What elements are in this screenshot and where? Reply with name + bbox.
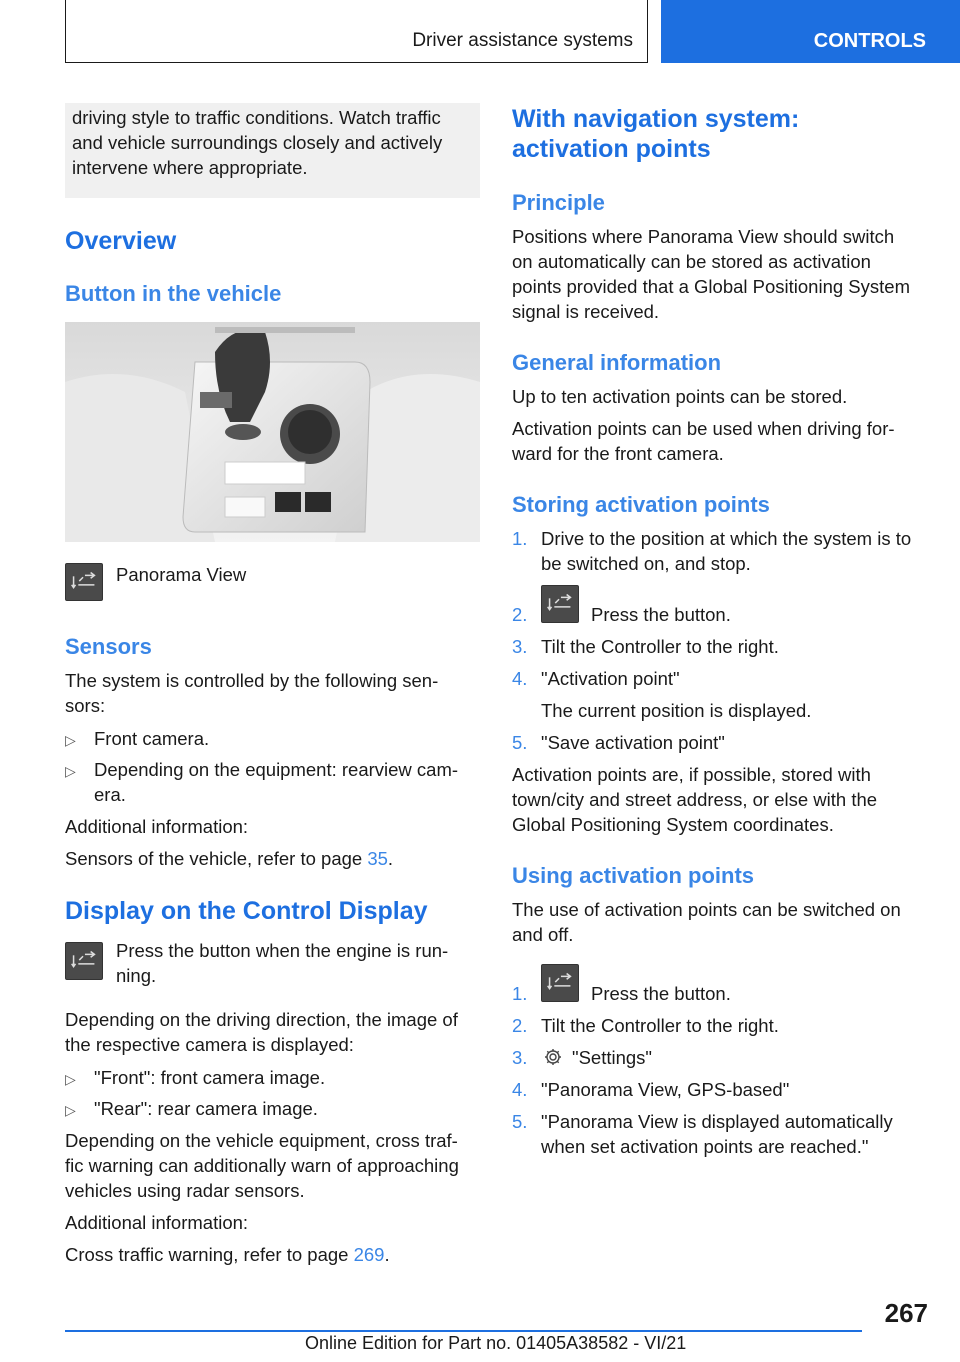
stored-line: town/city and street address, or else with the [512,789,878,810]
panorama-view-button-icon [541,585,579,623]
step-text-continued: when set activation points are reached." [541,1136,869,1157]
display-text-line-2: ning. [116,965,157,986]
cross-traffic-line-2: fic warning can additionally warn of approaching [65,1155,459,1176]
step-number: 5. [512,1111,528,1132]
stored-line: Activation points are, if possible, stored with [512,764,871,785]
general-line-3: ward for the front camera. [512,443,724,464]
step-text: Tilt the Controller to the right. [541,1015,779,1036]
sensors-intro-line-2: sors: [65,695,106,716]
using-line: and off. [512,924,574,945]
header-chapter-tab[interactable]: CONTROLS [661,0,960,63]
step-number: 4. [512,1079,528,1100]
step-result: The current position is displayed. [541,700,812,721]
vehicle-console-photo [65,322,480,542]
display-heading: Display on the Control Display [65,897,428,925]
step-text: "Panorama View is displayed automatically [541,1111,893,1132]
sensors-intro-line-1: The system is controlled by the following sen- [65,670,439,691]
page-number: 267 [884,1298,928,1328]
console-illustration [65,322,480,542]
principle-line: on automatically can be stored as activation [512,251,871,272]
step-text: "Panorama View, GPS-based" [541,1079,790,1100]
cross-traffic-reference: Cross traffic warning, refer to page 269. [65,1244,390,1265]
step-number: 1. [512,983,528,1004]
footer-edition: Online Edition for Part no. 01405A38582 - VI/21 [305,1333,687,1353]
header-section-title: Driver assistance systems [412,30,633,51]
nav-heading-line-2: activation points [512,135,711,163]
cross-traffic-line-3: vehicles using radar sensors. [65,1180,305,1201]
panorama-view-button-icon [65,563,103,601]
sensors-reference: Sensors of the vehicle, refer to page 35. [65,848,394,869]
sensor-item-continued: era. [94,784,126,805]
step-text-continued: be switched on, and stop. [541,553,751,574]
step-text: "Save activation point" [541,732,725,753]
step-number: 2. [512,604,528,625]
storing-heading: Storing activation points [512,492,770,517]
stored-line: Global Positioning System coordinates. [512,814,834,835]
step-text: Tilt the Controller to the right. [541,636,779,657]
general-line-2: Activation points can be used when driving for- [512,418,895,439]
additional-info-label: Additional information: [65,1212,249,1233]
principle-line: Positions where Panorama View should switch [512,226,895,247]
panorama-view-button-icon [541,964,579,1002]
triangle-bullet-icon: ▷ [65,1071,76,1087]
step-number: 3. [512,1047,528,1068]
step-number: 5. [512,732,528,753]
using-line: The use of activation points can be switched on [512,899,901,920]
header-section-box [65,0,648,63]
storing-steps-list [512,526,930,756]
additional-info-label: Additional information: [65,816,249,837]
step-number: 3. [512,636,528,657]
triangle-bullet-icon: ▷ [65,763,76,779]
step-text: Press the button. [591,983,731,1004]
sensor-item: Front camera. [94,728,210,749]
sensors-page-link[interactable]: 35 [367,848,388,869]
triangle-bullet-icon: ▷ [65,1102,76,1118]
principle-line: points provided that a Global Positioning System [512,276,910,297]
overview-heading: Overview [65,227,177,255]
step-text: "Settings" [572,1047,652,1068]
sensors-ref-text: Sensors of the vehicle, refer to page [65,848,368,869]
direction-line-1: Depending on the driving direction, the image of [65,1009,458,1030]
step-number: 2. [512,1015,528,1036]
camera-item: "Rear": rear camera image. [94,1098,318,1119]
sensor-item: Depending on the equipment: rearview cam- [94,759,459,780]
step-text: Press the button. [591,604,731,625]
sensors-heading: Sensors [65,634,152,659]
direction-line-2: the respective camera is displayed: [65,1034,354,1055]
cross-traffic-page-link[interactable]: 269 [353,1244,385,1265]
footer-divider [65,1330,862,1332]
general-heading: General information [512,350,722,375]
button-caption: Panorama View [116,564,247,585]
warning-note: driving style to traffic conditions. Watch traffic and vehicle surroundings closely and actively intervene where appropriate. [65,103,480,198]
step-number: 1. [512,528,528,549]
step-number: 4. [512,668,528,689]
panorama-view-button-icon [65,942,103,980]
nav-heading-line-1: With navigation system: [512,105,800,133]
step-text: "Activation point" [541,668,680,689]
cross-traffic-line-1: Depending on the vehicle equipment, cross traf- [65,1130,458,1151]
step-text: Drive to the position at which the system is to [541,528,912,549]
gear-icon [543,1047,563,1067]
display-text-line-1: Press the button when the engine is run- [116,940,449,961]
cross-ref-text: Cross traffic warning, refer to page [65,1244,354,1265]
button-heading: Button in the vehicle [65,281,282,306]
principle-line: signal is received. [512,301,660,322]
using-heading: Using activation points [512,863,755,888]
principle-heading: Principle [512,190,605,215]
triangle-bullet-icon: ▷ [65,732,76,748]
camera-item: "Front": front camera image. [94,1067,326,1088]
general-line-1: Up to ten activation points can be stored. [512,386,848,407]
using-steps-list [512,964,930,1164]
